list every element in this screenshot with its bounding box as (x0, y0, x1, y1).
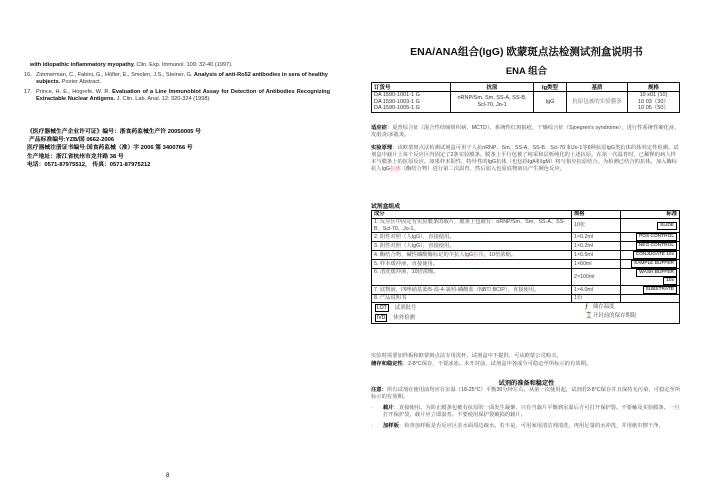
component-cell: 2. 阳性对照（人IgG），直接使用。 (372, 233, 572, 242)
kit-row-wash-buffer (372, 269, 680, 286)
size-value: 10 03（30） (638, 98, 669, 105)
bullet-label: 载片 (383, 405, 394, 411)
size-cell: 1×60ml (572, 260, 621, 269)
header-label: 标准 (621, 211, 680, 219)
label-box: NEG CONTROL (636, 242, 677, 250)
label-box: WASH BUFFER (636, 269, 677, 277)
label-cell (621, 260, 680, 269)
reference-title: with idiopathic inflammatory myopathy. (30, 62, 135, 68)
note-line: 实验时需要加样板和欧蒙斑点法专用洗杯，试剂盒中不提供，可从欧蒙公司购买。 (371, 353, 562, 359)
component-cell: 5. 样本缓冲液，直接使用。 (372, 260, 572, 269)
kit-section-title: 试剂盒组成 (371, 204, 400, 210)
bullet-marker: · (371, 423, 373, 429)
symbol-text: 开封前的保存期限 (593, 312, 637, 319)
label-cell (621, 233, 680, 242)
label-box: SLIDE (657, 222, 677, 230)
size-cell: 1份 (572, 295, 621, 303)
kit-symbols-row (372, 303, 680, 324)
document-title: ENA/ANA组合(IgG) 欧蒙斑点法检测试剂盒说明书 (410, 46, 643, 58)
symbol-text: 体外检测 (393, 315, 415, 322)
reference-source: J. Clin. Lab. Anal. 12: 320-324 (1998). (115, 96, 211, 103)
reference-title: Analysis of anti-Ro52 antibodies in sera of healthy subjects. (36, 72, 328, 86)
order-table (371, 82, 680, 113)
document-subtitle: ENA 组合 (505, 66, 548, 77)
order-table-row (372, 92, 680, 113)
component-cell: 8. 产品说明书 (372, 295, 572, 303)
order-number: DA 1590-1005-1 G (374, 105, 420, 112)
license-line: 《医疗器械生产企业许可证》编号：浙食药监械生产许 20050005 号 (27, 129, 201, 135)
indications-paragraph (371, 125, 681, 139)
reference-continuation (30, 62, 330, 69)
header-size: 规格 (628, 83, 680, 92)
header-component: 成分 (372, 211, 572, 219)
page-number: 8 (166, 473, 170, 479)
symbol-text: 试剂批号 (394, 305, 417, 312)
kit-row-conjugate (372, 251, 680, 260)
component-highlight: 抗体 (473, 251, 484, 258)
indications-text: ：夏普综合征（混合性结缔组织病，MCTD），系统性红斑狼疮，干燥综合征（Sjoegren's syndrome），进行性系统性硬化症，皮肌炎/多肌炎。 (371, 125, 680, 139)
prep-section-title: 试剂的准备和稳定性 (498, 380, 555, 387)
bullet-text: ：直接使用。为防止膜条包被有抗原的一面发生凝聚，只有当载片平衡到室温后方可打开保护袋。不要触及实验膜条。一旦打开保护袋，载片应立即温育。不要使用保护袋破损的载片。 (383, 405, 680, 419)
header-antigen: 抗原 (451, 83, 534, 92)
component-text-end: ，10倍浓缩。 (483, 251, 517, 258)
size-value: 10 05（50） (638, 105, 669, 112)
kit-row-pos-control (372, 233, 680, 242)
license-block (27, 128, 327, 169)
label-box: CONJUGATE 10x (633, 251, 677, 259)
size-cell: 2×100ml (572, 269, 621, 286)
license-line: 生产地址：浙江省杭州市龙井路 38 号 (27, 153, 124, 160)
component-cell: 7. 底物液，四唑硝基蓝/5-溴-4-氯吲-磷酸盐（NBT/ BCIP），直接使用。 (372, 286, 572, 295)
reference-source: Poster Abstract. (60, 79, 102, 86)
kit-row-substrate (372, 286, 680, 295)
label-cell (621, 218, 680, 233)
hourglass-icon: ⌛ (585, 312, 593, 319)
order-table-header (372, 83, 680, 92)
header-ig-type: Ig类型 (534, 83, 567, 92)
ivd-symbol-icon: IVD (377, 315, 386, 322)
bullet-label: 加样板 (383, 423, 399, 429)
label-box-suffix: 10x (663, 277, 677, 285)
header-substrate: 基质 (567, 83, 628, 92)
header-size: 规格 (572, 211, 621, 219)
size-value: 10 x01 (10) (639, 92, 668, 98)
reference-number: 16. (24, 72, 32, 78)
reference-authors: Prince, H. E., Hogrefe, W. R. (36, 89, 113, 95)
component-cell: 6. 清洗缓冲液，10倍浓缩。 (372, 269, 572, 286)
component-cell: 3. 阴性对照（人IgG），直接使用。 (372, 242, 572, 251)
reference-source: Clin. Exp. Immunol. 109: 32-40 (1997). (134, 62, 233, 68)
principle-highlight: 抗体 (390, 166, 401, 173)
license-line: 医疗器械注册证书编号:国食药监械（准）字 2006 第 3400766 号 (27, 145, 193, 152)
size-cell: 1×0.5ml (572, 251, 621, 260)
kit-row-neg-control (372, 242, 680, 251)
order-number: DA 1590-1003-1 G (374, 98, 420, 105)
notice-text: 所有试剂在使用前均应在室温（18-25°C）平衡30分钟左右。从第一次使用起，试剂若2-8°C保存并且保持无污染，可稳定至所标示的有效期。 (371, 387, 681, 401)
size-cell: 1×4.0ml (572, 286, 621, 295)
label-cell (621, 242, 680, 251)
indications-label: 适应症 (371, 125, 387, 131)
sizes-cell (628, 92, 680, 113)
reference-authors: Zimmerman, C., Fabini, G., Höfler, E., Smolen, J.S., Steiner, G. (36, 72, 194, 78)
kit-components-table (371, 210, 680, 324)
lot-symbol-icon: LOT (377, 305, 387, 312)
bullet-text: ：检查加样板是否反应区亲水面周边疏水。若不是，可用家用清洁剂清洗，再用足量的水冲洗，并用纸巾擦干净。 (398, 423, 664, 429)
label-cell (621, 251, 680, 260)
reference-title: Evaluation of a Line Immunoblot Assay for Detection of Antibodies Recognizing Extractable Nuclear Antigens. (36, 89, 330, 103)
component-cell: 1. 反应区中固定有实验膜条的载片，膜条上包被有：nRNP/Sm、Sm、SS-A、SS-B、Scl-70、Jo-1。 (372, 218, 572, 233)
principle-text-end: （酶结合物）进行第二次温育，然后加入色原底物液以产生颜色反应。 (400, 166, 565, 173)
component-cell (372, 251, 572, 260)
size-cell: 10张 (572, 218, 621, 233)
label-box: SUBSTRATE (643, 286, 677, 294)
label-cell (621, 295, 680, 303)
reference-number: 17. (24, 89, 32, 95)
notice-paragraph (371, 387, 681, 401)
thermometer-icon: ƒ (585, 304, 589, 311)
license-line: 电话：0571-87975512， 传真：0571-87975212 (27, 161, 151, 168)
size-cell: 1×0.2ml (572, 233, 621, 242)
label-cell (621, 269, 680, 286)
symbol-text: 储存温度 (593, 304, 615, 311)
bullet-slide (371, 405, 681, 419)
kit-row-manual (372, 295, 680, 303)
component-text: 4. 酶结合物，碱性磷酸酶标记的羊抗人IgG (374, 251, 474, 258)
storage-label: 储存和稳定性 (371, 361, 403, 367)
principle-text: ：该欧蒙斑点法检测试剂盒可用于人抗nRNP、Sm、SS-A、SS-B、Scl-70 和Jo-1等6种抗原IgG类抗体的体外定性检测。试剂盒中载片上每个反应区内固定了2条实验膜条。膜条上平行包被了纯采和层析纯化的上述抗原。在第一次温育时，已稀释的病人样本与膜条上的抗原反应。如果样本阳性，特异性的IgG抗体（也包括IgA和IgM）将与相应抗原结合。为检测已结合的抗体，加入酶标抗人IgG (371, 145, 679, 173)
label-box: SAMPLE BUFFER (631, 260, 677, 268)
kit-row-slide (372, 218, 680, 233)
ig-type-cell: IgG (534, 92, 567, 113)
reference-17 (24, 89, 330, 103)
symbols-cell (372, 303, 680, 324)
bullet-marker: · (371, 405, 373, 411)
bullet-sample-plate (371, 423, 681, 430)
antigens-cell: nRNP/Sm, Sm, SS-A, SS-B, Scl-70, Jo-1 (451, 92, 534, 113)
reference-16 (24, 72, 330, 86)
notice-label: 注意： (371, 387, 387, 393)
kit-row-sample-buffer (372, 260, 680, 269)
label-cell (621, 286, 680, 295)
label-box: POS CONTROL (636, 233, 677, 241)
order-numbers-cell (372, 92, 451, 113)
license-line: 产品标准编号:YZB/国 0662-2006 (29, 137, 115, 144)
header-order-number: 订货号 (372, 83, 451, 92)
principle-label: 实验原理 (371, 145, 393, 151)
storage-paragraph (371, 361, 681, 368)
substrate-cell: 抗原包被的实验膜条 (567, 92, 628, 113)
kit-table-header (372, 211, 680, 219)
size-cell: 1×0.2ml (572, 242, 621, 251)
storage-text: ：2-8°C保存，不要冰冻。未开封前，试剂盒中各成分可稳定至所标示的有效期。 (402, 361, 592, 367)
order-number: DA 1590-1001-1 G (374, 92, 420, 98)
principle-paragraph (371, 145, 681, 173)
